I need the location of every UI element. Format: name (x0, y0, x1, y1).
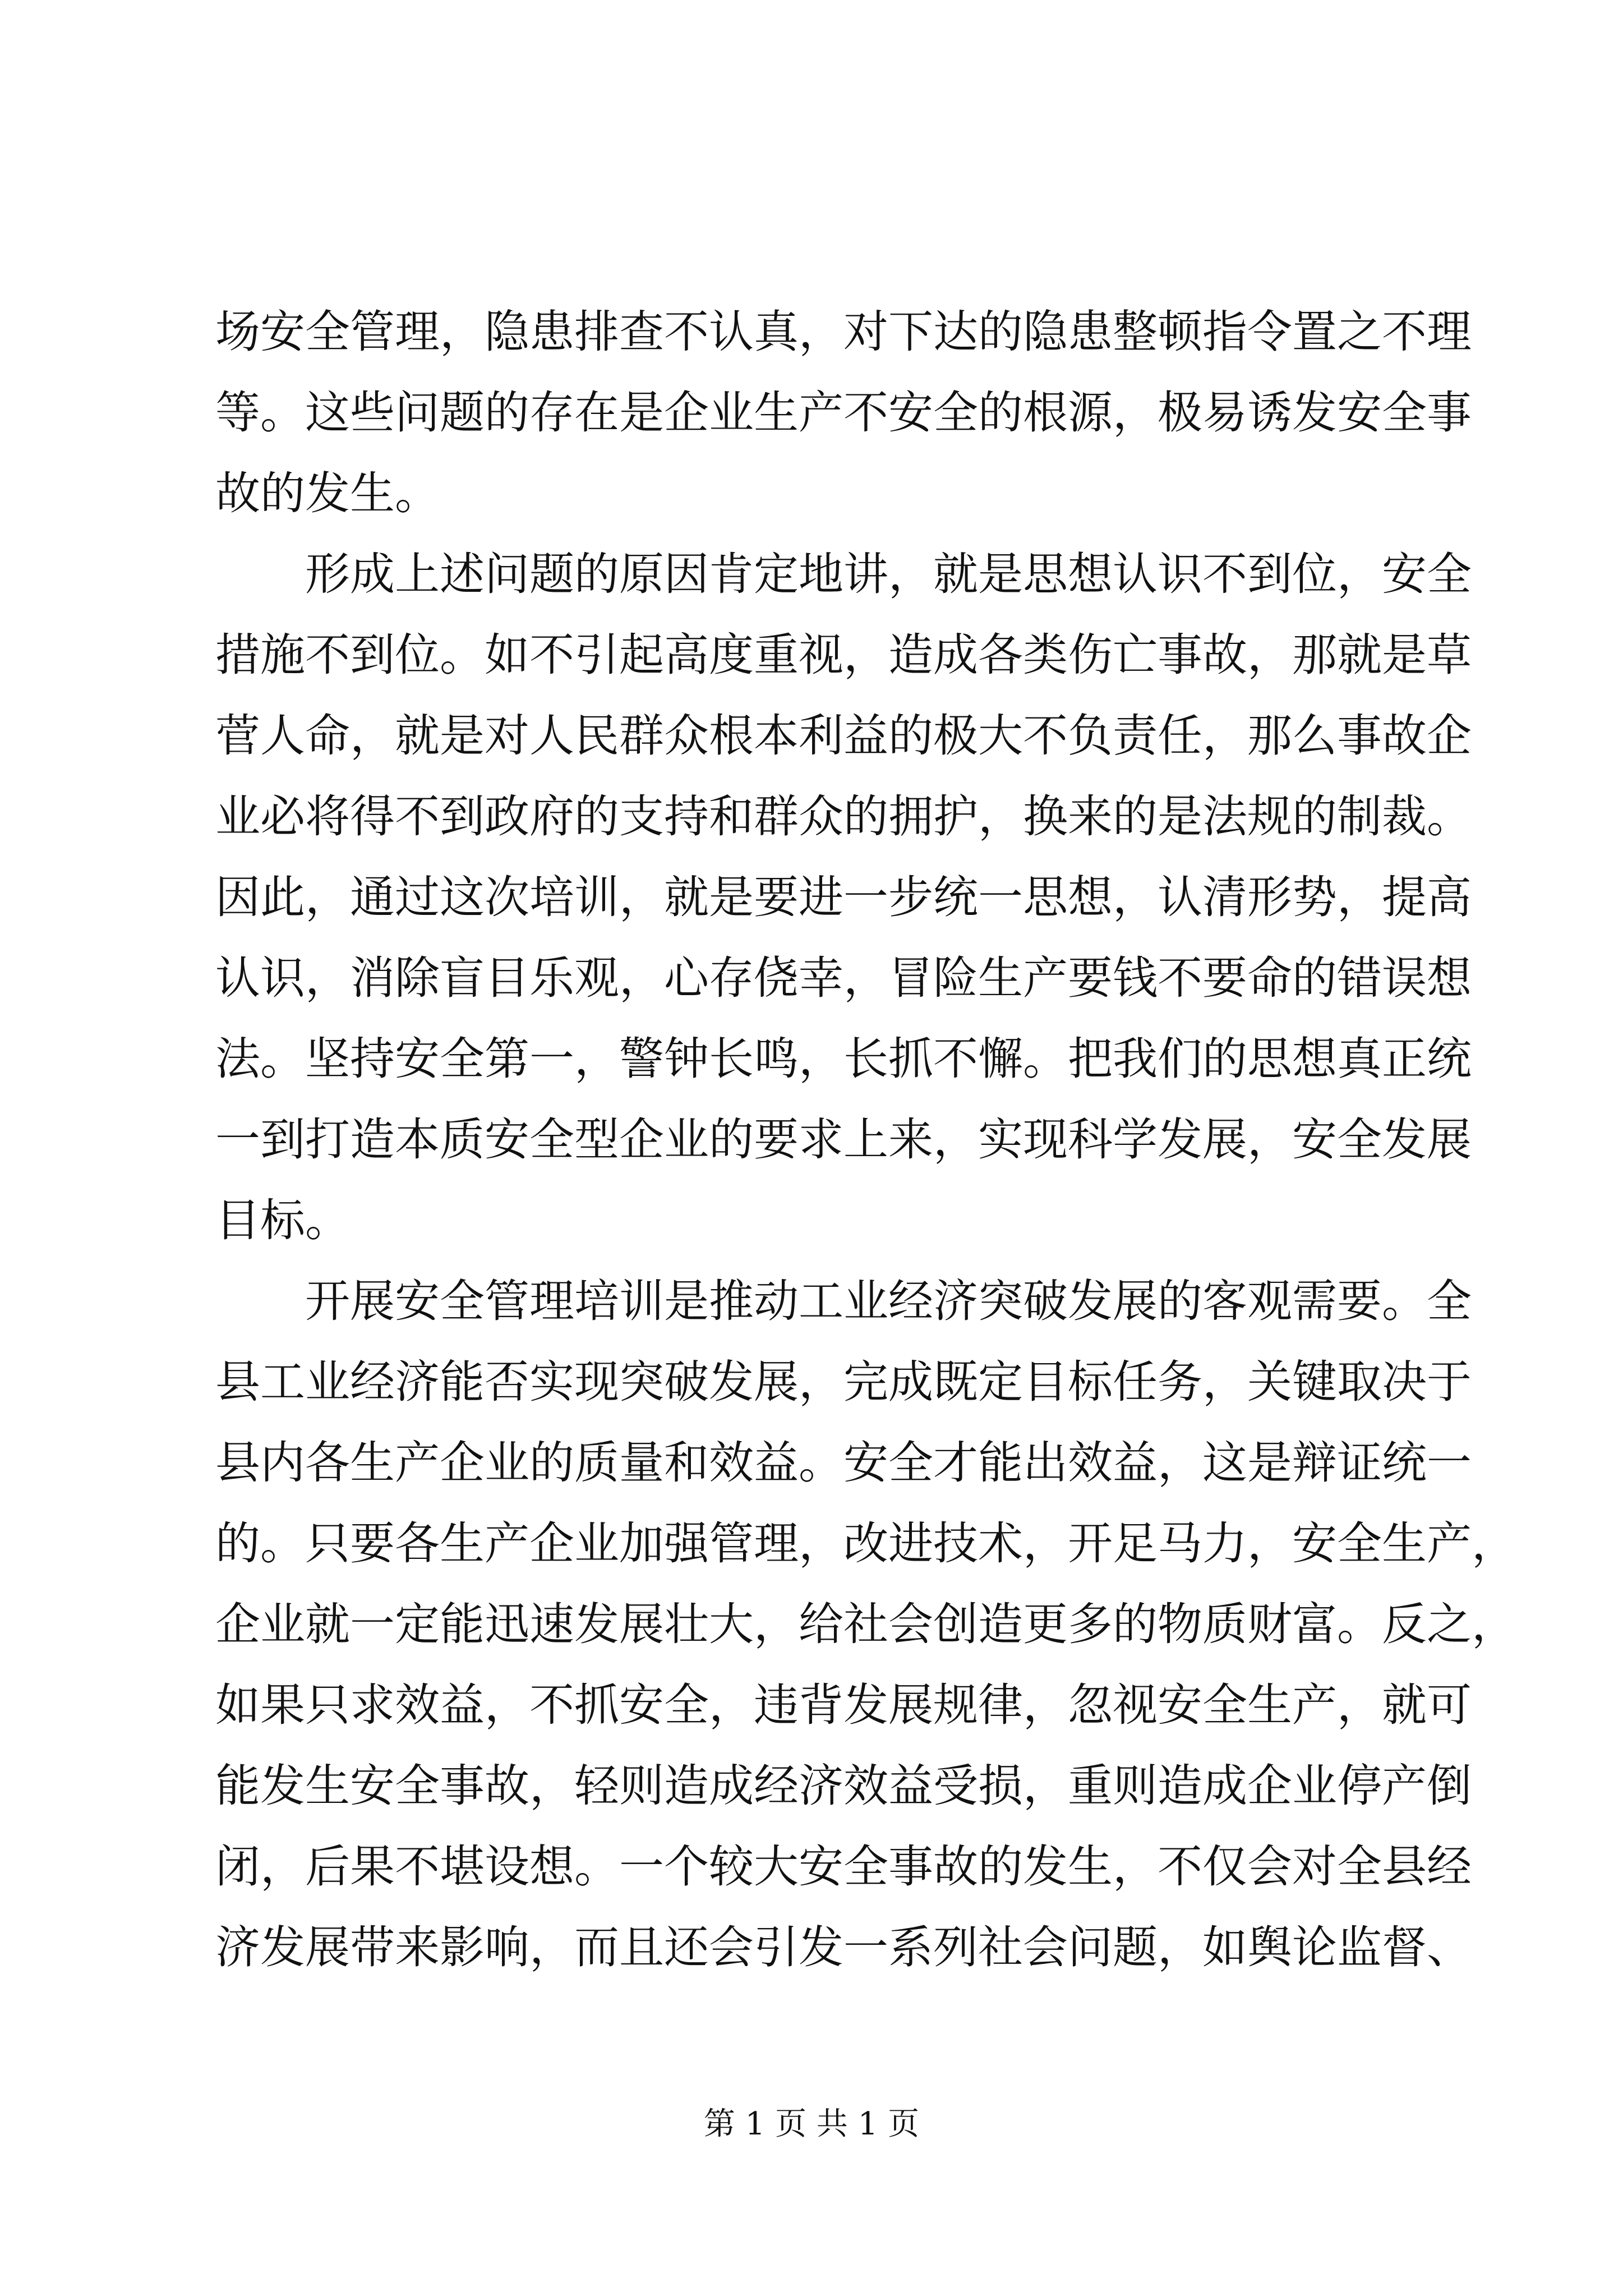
text-line: 闭，后果不堪设想。一个较大安全事故的发生，不仅会对全县经 (215, 1841, 1472, 1893)
text-line: 济发展带来影响，而且还会引发一系列社会问题，如舆论监督、 (215, 1921, 1472, 1973)
text-line: 措施不到位。如不引起高度重视，造成各类伤亡事故，那就是草 (215, 629, 1472, 681)
text-line: 一到打造本质安全型企业的要求上来，实现科学发展，安全发展 (215, 1114, 1472, 1166)
text-line: 故的发生。 (215, 467, 440, 519)
text-line: 企业就一定能迅速发展壮大，给社会创造更多的物质财富。反之， (215, 1598, 1516, 1650)
text-line: 等。这些问题的存在是企业生产不安全的根源，极易诱发安全事 (215, 386, 1472, 439)
text-line: 菅人命，就是对人民群众根本利益的极大不负责任，那么事故企 (215, 710, 1472, 762)
text-line: 场安全管理，隐患排查不认真，对下达的隐患整顿指令置之不理 (215, 306, 1472, 358)
text-line: 形成上述问题的原因肯定地讲，就是思想认识不到位，安全 (215, 548, 1472, 600)
body-text (215, 292, 1516, 1988)
text-line: 县工业经济能否实现突破发展，完成既定目标任务，关键取决于 (215, 1356, 1472, 1408)
text-line: 法。坚持安全第一，警钟长鸣，长抓不懈。把我们的思想真正统 (215, 1033, 1472, 1085)
text-line: 认识，消除盲目乐观，心存侥幸，冒险生产要钱不要命的错误想 (215, 952, 1472, 1004)
text-line: 目标。 (215, 1194, 350, 1246)
text-line: 因此，通过这次培训，就是要进一步统一思想，认清形势，提高 (215, 871, 1472, 923)
text-line: 业必将得不到政府的支持和群众的拥护，换来的是法规的制裁。 (215, 790, 1472, 843)
text-line: 如果只求效益，不抓安全，违背发展规律，忽视安全生产，就可 (215, 1679, 1472, 1731)
text-line: 的。只要各生产企业加强管理，改进技术，开足马力，安全生产， (215, 1517, 1516, 1570)
page-number-footer: 第 1 页 共 1 页 (703, 2106, 920, 2142)
text-line: 县内各生产企业的质量和效益。安全才能出效益，这是辩证统一 (215, 1437, 1472, 1489)
text-line: 开展安全管理培训是推动工业经济突破发展的客观需要。全 (215, 1275, 1472, 1327)
text-line: 能发生安全事故，轻则造成经济效益受损，重则造成企业停产倒 (215, 1760, 1472, 1812)
